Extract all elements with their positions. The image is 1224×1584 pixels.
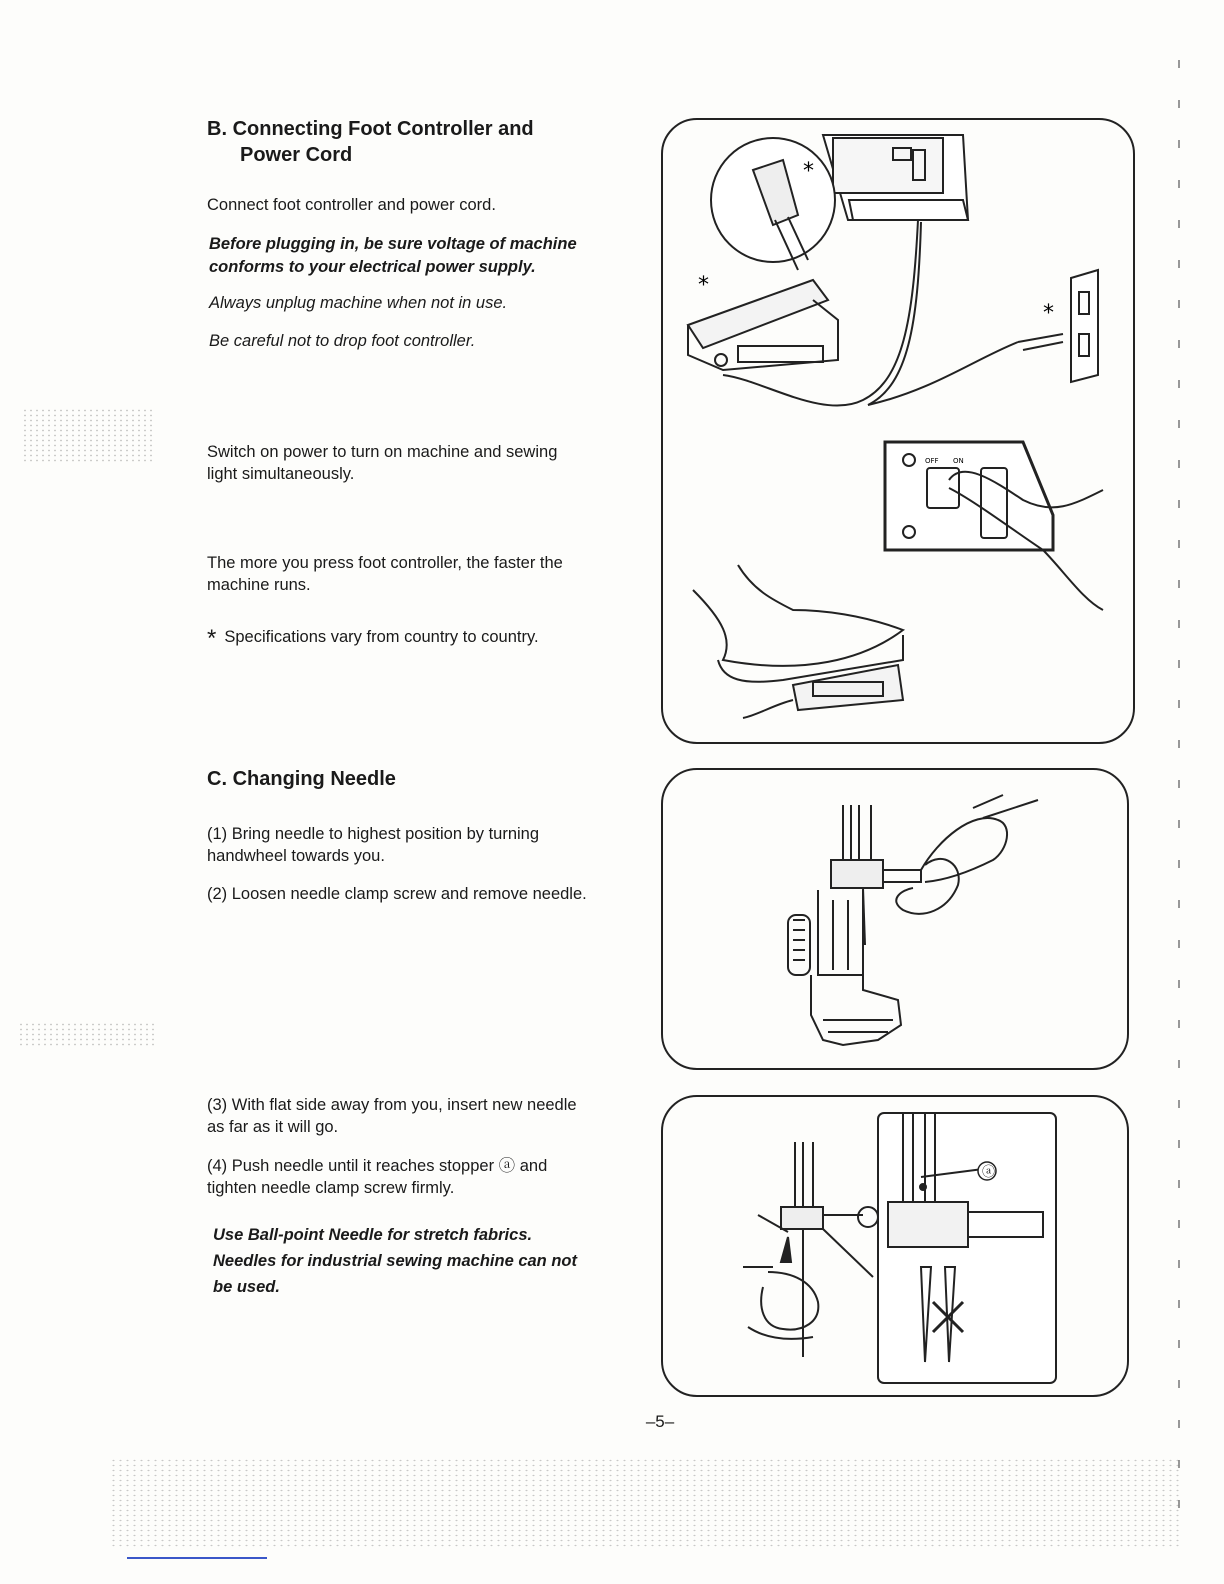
step-3 xyxy=(207,1094,637,1138)
press-text-line2: machine runs. xyxy=(207,576,311,594)
scan-noise-bottom xyxy=(110,1458,1180,1548)
voltage-warning xyxy=(209,233,639,279)
section-c-title: Changing Needle xyxy=(232,768,396,790)
scan-noise-left-2 xyxy=(18,1022,156,1048)
figure-needle-remove-panel xyxy=(661,768,1129,1070)
switch-text-line1: Switch on power to turn on machine and sewing xyxy=(207,443,558,461)
unplug-warning: Always unplug machine when not in use. xyxy=(209,294,508,312)
needle-note-line2: Needles for industrial sewing machine can not xyxy=(213,1252,577,1270)
press-text xyxy=(207,552,637,596)
page-number: –5– xyxy=(645,1412,675,1431)
needle-note-line1: Use Ball-point Needle for stretch fabrics. xyxy=(213,1226,533,1244)
spec-text: Specifications vary from country to country. xyxy=(224,628,539,646)
spec-star: * xyxy=(207,625,217,652)
scan-edge-right xyxy=(1178,60,1180,1540)
drop-warning: Be careful not to drop foot controller. xyxy=(209,332,476,350)
fig-stopper-label: ⓐ xyxy=(982,1165,996,1180)
section-b-heading xyxy=(207,116,647,168)
foot-controller-illustration xyxy=(663,120,1133,742)
step-2: (2) Loosen needle clamp screw and remove needle. xyxy=(207,885,587,903)
voltage-warning-line2: conforms to your electrical power supply. xyxy=(209,258,536,276)
step-4 xyxy=(207,1155,637,1199)
step-4-line1: (4) Push needle until it reaches stopper ⓐ and xyxy=(207,1157,548,1175)
needle-note xyxy=(213,1222,643,1300)
step-1-line1: (1) Bring needle to highest position by turning xyxy=(207,825,540,843)
needle-remove-illustration xyxy=(663,770,1127,1068)
scan-noise-left-1 xyxy=(22,408,154,464)
step-1 xyxy=(207,823,627,867)
section-b-letter: B. xyxy=(207,118,227,140)
connect-text: Connect foot controller and power cord. xyxy=(207,196,496,214)
switch-text xyxy=(207,441,637,485)
fig-star-3: * xyxy=(1043,301,1054,326)
figure-needle-insert-panel xyxy=(661,1095,1129,1397)
fig-star-2: * xyxy=(698,273,709,298)
fig-switch-on-label: ON xyxy=(953,457,964,465)
spec-note xyxy=(207,626,637,650)
section-c-heading xyxy=(207,766,647,792)
press-text-line1: The more you press foot controller, the faster the xyxy=(207,554,563,572)
fig-switch-off-label: OFF xyxy=(925,457,939,465)
bottom-line-mark xyxy=(127,1557,267,1559)
section-b-title-line2: Power Cord xyxy=(240,144,353,166)
step-4-line2: tighten needle clamp screw firmly. xyxy=(207,1179,455,1197)
switch-text-line2: light simultaneously. xyxy=(207,465,355,483)
needle-insert-illustration xyxy=(663,1097,1127,1395)
section-b-title-line1: Connecting Foot Controller and xyxy=(232,118,534,140)
step-3-line2: as far as it will go. xyxy=(207,1118,339,1136)
voltage-warning-line1: Before plugging in, be sure voltage of machine xyxy=(209,235,577,253)
step-1-line2: handwheel towards you. xyxy=(207,847,385,865)
needle-note-line3: be used. xyxy=(213,1278,280,1296)
step-3-line1: (3) With flat side away from you, insert new needle xyxy=(207,1096,577,1114)
section-c-letter: C. xyxy=(207,768,227,790)
fig-star-1: * xyxy=(803,159,814,184)
figure-foot-controller-panel xyxy=(661,118,1135,744)
